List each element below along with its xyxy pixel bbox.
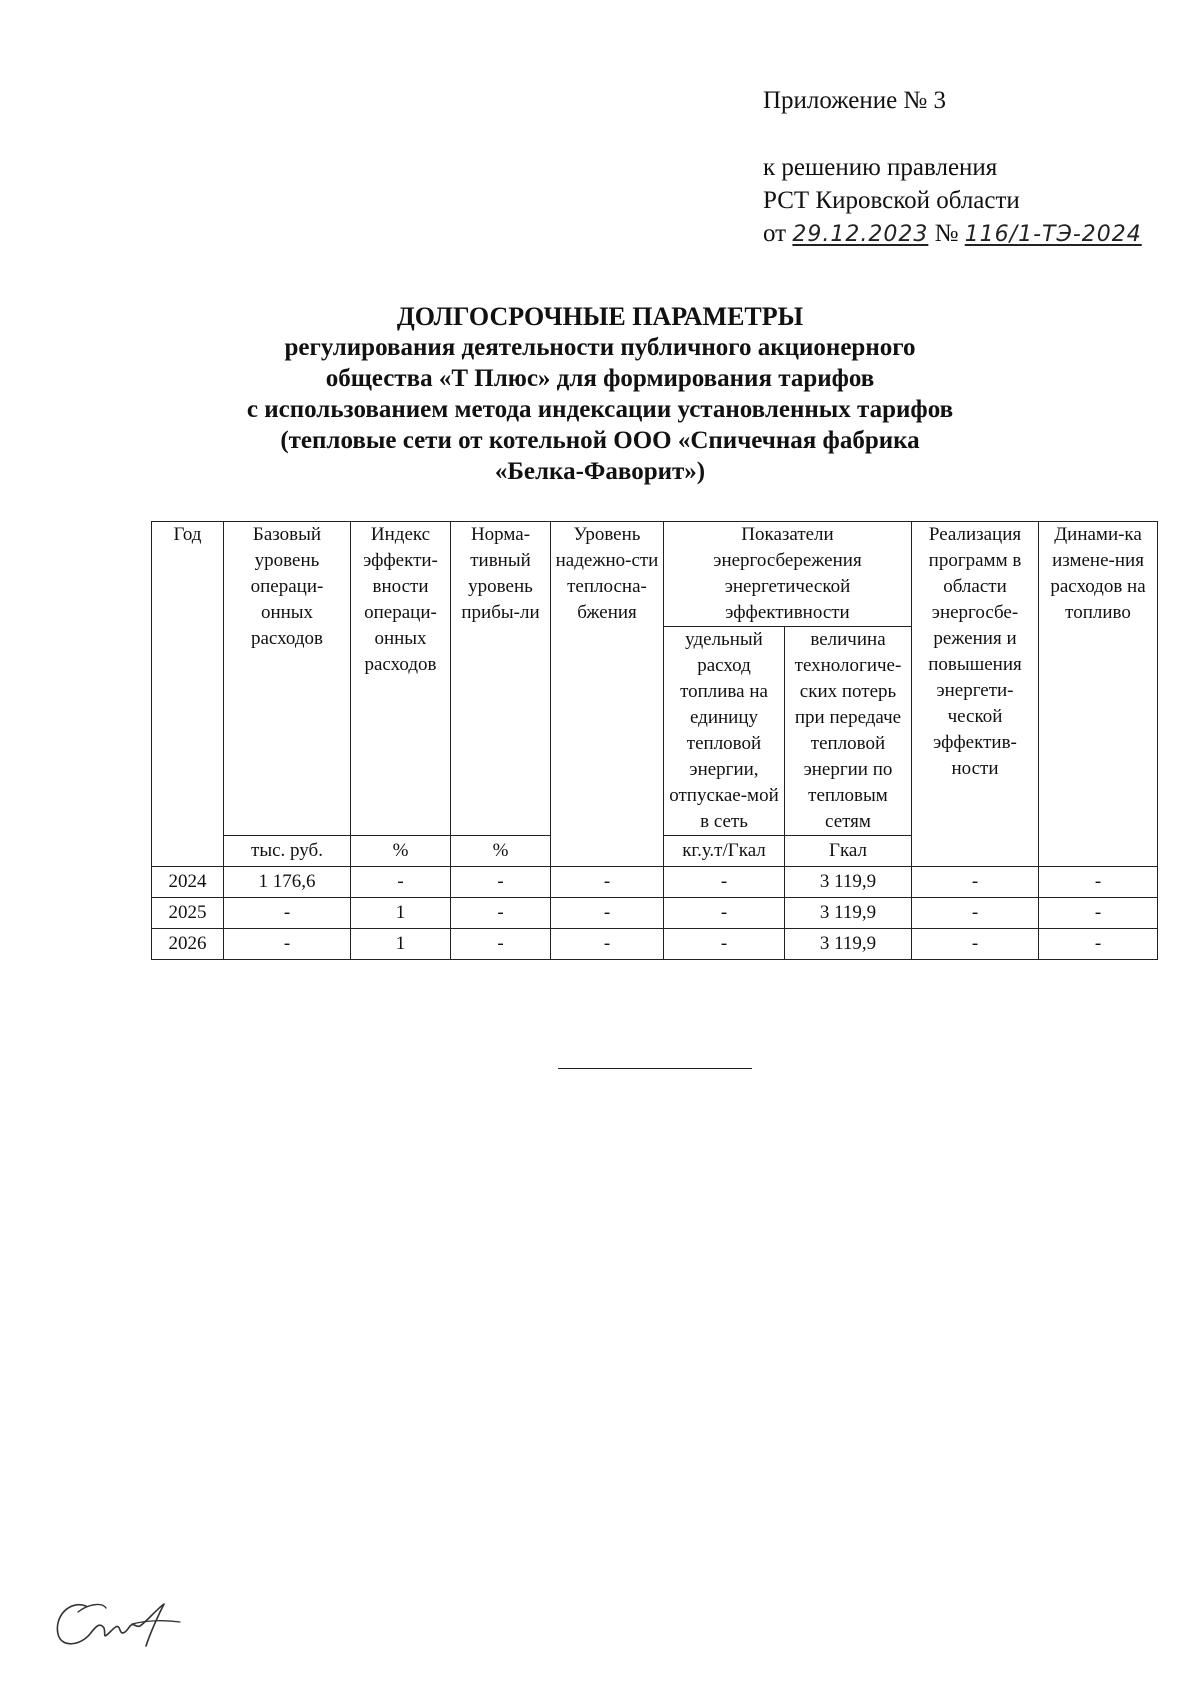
table-cell: -	[912, 898, 1039, 929]
table-cell: -	[664, 898, 785, 929]
title-line-2: регулирования деятельности публичного акционерного	[284, 334, 916, 361]
table-cell: -	[224, 929, 351, 960]
decision-date: 29.12.2023	[792, 222, 929, 247]
unit-losses: Гкал	[785, 836, 912, 867]
header-losses: величина технологиче-ских потерь при передаче тепловой энергии по тепловым сетям	[785, 627, 912, 836]
table-cell: 1	[351, 929, 451, 960]
table-row	[152, 929, 1158, 960]
table-cell: 2024	[152, 867, 224, 898]
table-cell: -	[451, 898, 551, 929]
table-cell: -	[551, 929, 664, 960]
table-cell: -	[551, 898, 664, 929]
table-row	[152, 867, 1158, 898]
table-cell: -	[1039, 929, 1158, 960]
header-energy-group: Показатели энергосбережения энергетической эффективности	[664, 522, 912, 627]
table-cell: 3 119,9	[785, 898, 912, 929]
table-cell: 3 119,9	[785, 867, 912, 898]
decision-line-2: РСТ Кировской области	[763, 187, 1020, 214]
appendix-number: Приложение № 3	[763, 87, 947, 114]
title-line-1: ДОЛГОСРОЧНЫЕ ПАРАМЕТРЫ	[396, 302, 804, 331]
header-programs: Реализация программ в области энергосбе-режения и повышения энергети-ческой эффектив-ности	[912, 522, 1039, 867]
parameters-table	[151, 521, 1158, 960]
table-cell: 2025	[152, 898, 224, 929]
unit-efficiency-index: %	[351, 836, 451, 867]
header-fuel-dynamics: Динами-ка измене-ния расходов на топливо	[1039, 522, 1158, 867]
appendix-block	[763, 84, 1142, 251]
header-efficiency-index: Индекс эффекти-вности операци-онных расходов	[351, 522, 451, 836]
table-cell: -	[664, 867, 785, 898]
title-line-4: с использованием метода индексации установленных тарифов	[246, 396, 954, 423]
table-cell: -	[451, 867, 551, 898]
table-cell: -	[224, 898, 351, 929]
table-row	[152, 898, 1158, 929]
handwritten-signature-icon	[48, 1594, 198, 1654]
document-title	[0, 301, 1200, 487]
header-year: Год	[152, 522, 224, 867]
decision-line-1: к решению правления	[763, 154, 998, 181]
decision-date-line	[763, 217, 1142, 251]
date-prefix: от	[763, 220, 787, 247]
table-cell: 3 119,9	[785, 929, 912, 960]
table-cell: -	[664, 929, 785, 960]
table-cell: -	[551, 867, 664, 898]
closing-separator-line	[558, 1068, 752, 1069]
table-cell: -	[1039, 867, 1158, 898]
table-cell: -	[351, 867, 451, 898]
table-cell: 1 176,6	[224, 867, 351, 898]
title-line-6: «Белка-Фаворит»)	[494, 458, 706, 485]
header-fuel-rate: удельный расход топлива на единицу тепловой энергии, отпускае-мой в сеть	[664, 627, 785, 836]
unit-base-level: тыс. руб.	[224, 836, 351, 867]
table-cell: -	[451, 929, 551, 960]
header-reliability: Уровень надежно-сти теплосна-бжения	[551, 522, 664, 867]
title-line-5: (тепловые сети от котельной ООО «Спичечная фабрика	[280, 427, 920, 454]
unit-profit-level: %	[451, 836, 551, 867]
table-cell: -	[912, 867, 1039, 898]
header-profit-level: Норма-тивный уровень прибы-ли	[451, 522, 551, 836]
number-sign: №	[934, 220, 959, 247]
decision-number: 116/1-ТЭ-2024	[964, 222, 1142, 247]
table-cell: -	[1039, 898, 1158, 929]
table-cell: 2026	[152, 929, 224, 960]
table-cell: 1	[351, 898, 451, 929]
unit-fuel-rate: кг.у.т/Гкал	[664, 836, 785, 867]
table-cell: -	[912, 929, 1039, 960]
header-base-level: Базовый уровень операци-онных расходов	[224, 522, 351, 836]
title-line-3: общества «Т Плюс» для формирования тарифов	[325, 365, 875, 392]
